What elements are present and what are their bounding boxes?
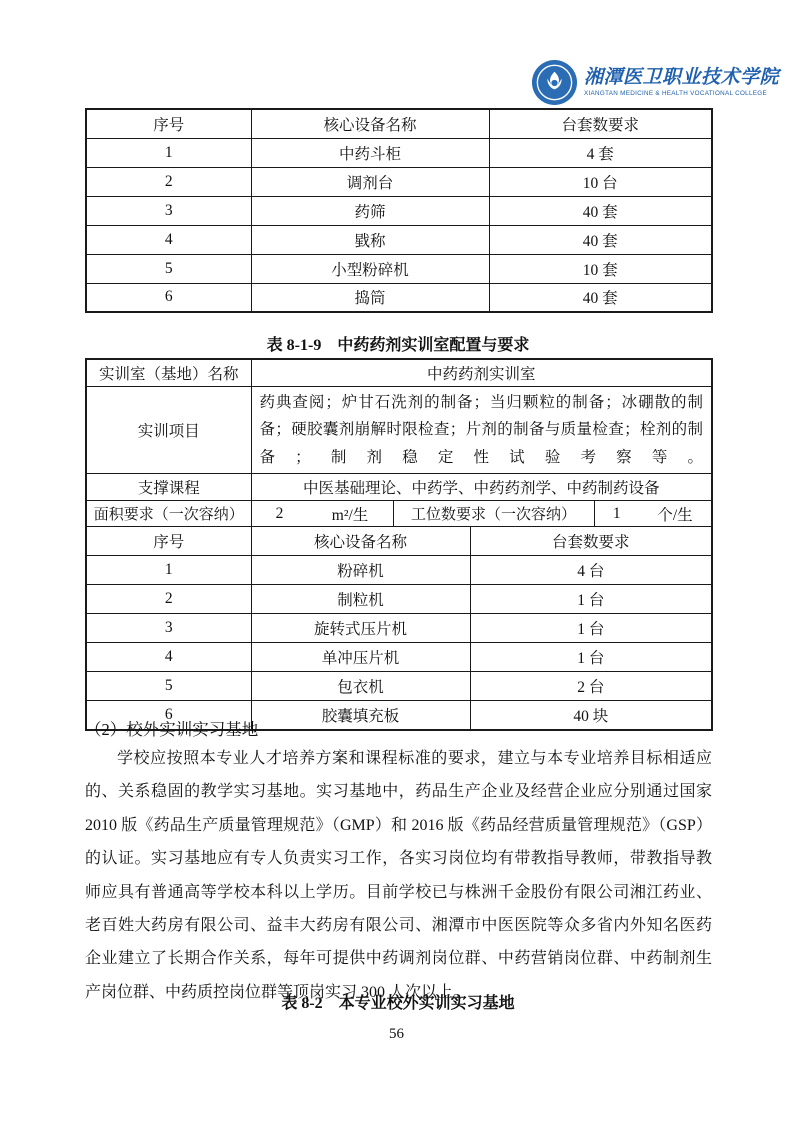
equipment-name: 胶囊填充板 bbox=[251, 701, 470, 730]
equipment-name: 捣筒 bbox=[251, 283, 489, 312]
college-name-cn: 湘潭医卫职业技术学院 bbox=[584, 66, 780, 88]
equipment-qty: 1 台 bbox=[470, 614, 712, 643]
equipment-table-1 bbox=[85, 108, 713, 313]
equipment-name: 药筛 bbox=[251, 196, 489, 225]
equipment-qty: 40 套 bbox=[489, 283, 712, 312]
equipment-name: 单冲压片机 bbox=[251, 643, 470, 672]
college-logo-emblem bbox=[531, 59, 578, 106]
table-row bbox=[86, 556, 712, 585]
row-no: 1 bbox=[86, 556, 251, 585]
equipment-qty: 1 台 bbox=[470, 585, 712, 614]
table-row bbox=[86, 138, 712, 167]
table-row bbox=[86, 283, 712, 312]
row-no: 1 bbox=[86, 138, 251, 167]
col-header-equipment: 核心设备名称 bbox=[251, 109, 489, 138]
workstation-value: 1 bbox=[612, 504, 621, 522]
room-name-value: 中药药剂实训室 bbox=[251, 359, 712, 386]
col-header-no: 序号 bbox=[86, 109, 251, 138]
table-row bbox=[86, 196, 712, 225]
section-heading: （2）校外实训实习基地 bbox=[85, 720, 259, 739]
area-row bbox=[86, 501, 712, 527]
equipment-qty: 10 台 bbox=[489, 167, 712, 196]
equipment-qty: 2 台 bbox=[470, 672, 712, 701]
row-no: 4 bbox=[86, 643, 251, 672]
table-8-1-9-caption: 表 8-1-9 中药药剂实训室配置与要求 bbox=[266, 337, 530, 354]
paragraph-line: 产岗位群、中药质控岗位群等顶岗实习 300 人次以上。 bbox=[85, 983, 470, 1001]
area-value-cell bbox=[251, 501, 393, 527]
paragraph-line: 老百姓大药房有限公司、益丰大药房有限公司、湘潭市中医医院等众多省内外知名医药 bbox=[85, 916, 712, 934]
equipment-name: 旋转式压片机 bbox=[251, 614, 470, 643]
col-header-equipment: 核心设备名称 bbox=[251, 527, 470, 556]
paragraph-line: 的认证。实习基地应有专人负责实习工作，各实习岗位均有带教指导教师，带教指导教 bbox=[85, 850, 712, 868]
workstation-label: 工位数要求（一次容纳） bbox=[393, 501, 594, 527]
college-logo bbox=[531, 57, 780, 107]
equipment-name: 小型粉碎机 bbox=[251, 254, 489, 283]
row-no: 3 bbox=[86, 196, 251, 225]
table-row bbox=[86, 225, 712, 254]
row-no: 6 bbox=[86, 701, 251, 730]
training-room-table bbox=[85, 358, 713, 731]
row-no: 3 bbox=[86, 614, 251, 643]
table-row bbox=[86, 585, 712, 614]
room-name-label: 实训室（基地）名称 bbox=[86, 359, 251, 386]
table-row bbox=[86, 254, 712, 283]
paragraph-line: 师应具有普通高等学校本科以上学历。目前学校已与株洲千金股份有限公司湘江药业、 bbox=[85, 883, 712, 901]
table-8-2-caption: 表 8-2 本专业校外实训实习基地 bbox=[281, 995, 515, 1012]
row-no: 5 bbox=[86, 254, 251, 283]
area-label: 面积要求（一次容纳） bbox=[86, 501, 251, 527]
row-no: 6 bbox=[86, 283, 251, 312]
row-no: 4 bbox=[86, 225, 251, 254]
equipment-name: 中药斗柜 bbox=[251, 138, 489, 167]
workstation-value-cell bbox=[594, 501, 712, 527]
paragraph-line: 学校应按照本专业人才培养方案和课程标准的要求，建立与本专业培养目标相适应 bbox=[117, 750, 712, 767]
college-name-en: XIANGTAN MEDICINE & HEALTH VOCATIONAL COLLEGE bbox=[584, 89, 767, 97]
equipment-qty: 1 台 bbox=[470, 643, 712, 672]
table-header-row bbox=[86, 109, 712, 138]
equipment-qty: 4 套 bbox=[489, 138, 712, 167]
table-row bbox=[86, 614, 712, 643]
equipment-qty: 4 台 bbox=[470, 556, 712, 585]
paragraph-line: 企业建立了长期合作关系，每年可提供中药调剂岗位群、中药营销岗位群、中药制剂生 bbox=[85, 950, 712, 968]
area-unit: m²/生 bbox=[331, 506, 369, 524]
paragraph-line: 2010 版《药品生产质量管理规范》（GMP）和 2016 版《药品经营质量管理规范》（GSP） bbox=[85, 816, 712, 834]
equipment-qty: 40 套 bbox=[489, 196, 712, 225]
courses-label: 支撑课程 bbox=[86, 474, 251, 501]
equipment-qty: 40 套 bbox=[489, 225, 712, 254]
row-no: 2 bbox=[86, 167, 251, 196]
project-value: 药典查阅；炉甘石洗剂的制备；当归颗粒的制备；冰硼散的制备；硬胶囊剂崩解时限检查；片剂的制备与质量检查；栓剂的制备；制剂稳定性试验考察等。 bbox=[251, 386, 712, 474]
table-row bbox=[86, 672, 712, 701]
row-no: 2 bbox=[86, 585, 251, 614]
col-header-no: 序号 bbox=[86, 527, 251, 556]
table-row bbox=[86, 643, 712, 672]
equipment-name: 调剂台 bbox=[251, 167, 489, 196]
project-label: 实训项目 bbox=[86, 386, 251, 474]
table-row bbox=[86, 167, 712, 196]
room-name-row bbox=[86, 359, 712, 386]
table-header-row bbox=[86, 527, 712, 556]
courses-row bbox=[86, 474, 712, 501]
workstation-unit: 个/生 bbox=[657, 506, 693, 524]
row-no: 5 bbox=[86, 672, 251, 701]
equipment-qty: 40 块 bbox=[470, 701, 712, 730]
college-logo-text bbox=[584, 67, 779, 98]
equipment-name: 制粒机 bbox=[251, 585, 470, 614]
courses-value: 中医基础理论、中药学、中药药剂学、中药制药设备 bbox=[251, 474, 712, 501]
equipment-name: 包衣机 bbox=[251, 672, 470, 701]
body-paragraph bbox=[85, 742, 712, 1009]
equipment-qty: 10 套 bbox=[489, 254, 712, 283]
page-number: 56 bbox=[389, 1026, 404, 1042]
col-header-qty: 台套数要求 bbox=[489, 109, 712, 138]
paragraph-line: 的、关系稳固的教学实习基地。实习基地中，药品生产企业及经营企业应分别通过国家 bbox=[85, 783, 712, 801]
equipment-name: 戥称 bbox=[251, 225, 489, 254]
equipment-name: 粉碎机 bbox=[251, 556, 470, 585]
project-row bbox=[86, 386, 712, 474]
col-header-qty: 台套数要求 bbox=[470, 527, 712, 556]
area-value: 2 bbox=[275, 504, 284, 522]
